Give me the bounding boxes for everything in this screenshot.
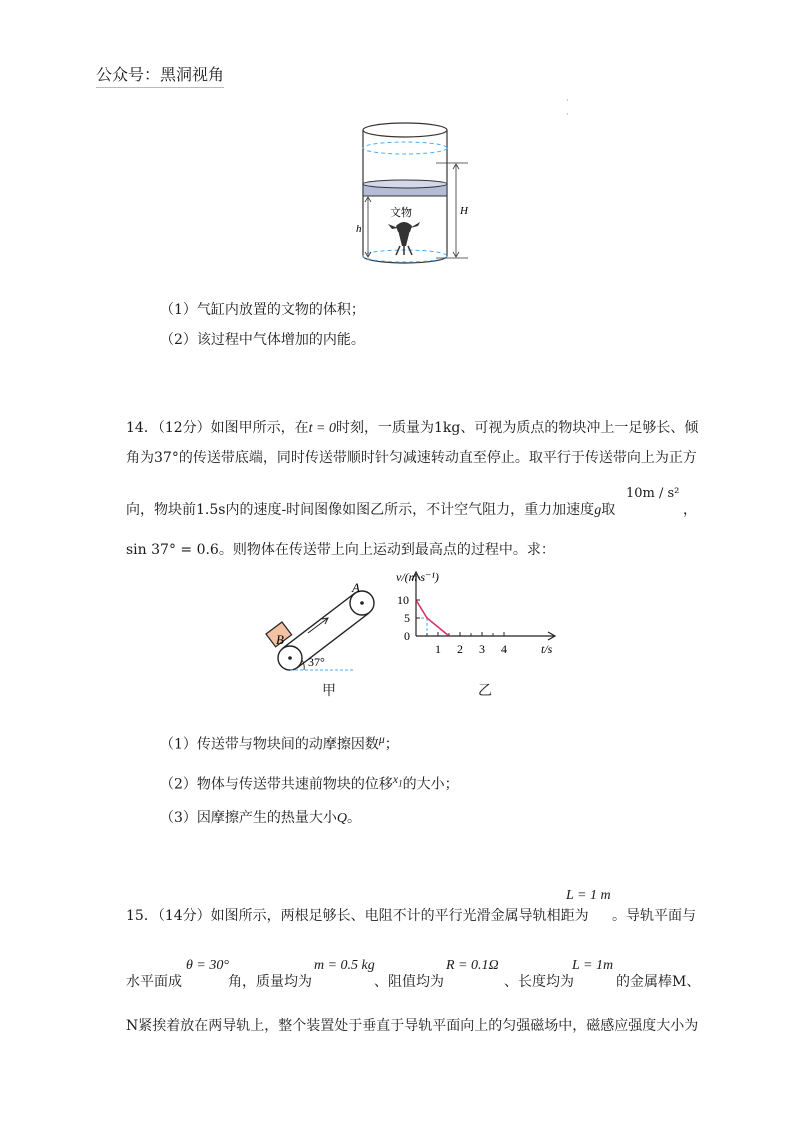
q15-line2-a: 水平面成 xyxy=(126,974,182,990)
q14-line3-text-b: 取 xyxy=(601,502,616,518)
caption-jia: 甲 xyxy=(322,683,336,699)
series-point-1 xyxy=(426,617,428,619)
q14-x-sub: 1 xyxy=(398,778,403,789)
q14-line2-text-a: 角为 xyxy=(126,450,154,466)
q15-L: L = 1 m xyxy=(566,888,611,903)
label-A: A xyxy=(352,580,360,595)
q14-x: x xyxy=(392,773,399,786)
q14-comma: ， xyxy=(683,502,697,518)
chart-ticks xyxy=(397,593,507,656)
q15-line2-e: 的金属棒M、 xyxy=(616,974,701,990)
belt-top xyxy=(283,593,355,648)
q14-x1 xyxy=(392,773,403,789)
q14-line3 xyxy=(126,500,615,521)
q14-angle: 37° xyxy=(154,450,179,466)
artifact-shape xyxy=(388,222,420,255)
artifact-label: 文物 xyxy=(390,207,412,219)
q15-line2-b: 角，质量均为 xyxy=(228,974,312,990)
q14-mu: μ xyxy=(378,733,385,746)
stray-dot: · xyxy=(566,110,569,119)
q15-theta: θ = 30° xyxy=(186,958,229,973)
velocity-arrow xyxy=(308,618,328,633)
chart-guides xyxy=(416,618,427,636)
caption-yi: 乙 xyxy=(478,683,492,699)
q15-line1: 15．（14分）如图所示，两根足够长、电阻不计的平行光滑金属导轨相距为 xyxy=(126,908,589,924)
q14-t0: t = 0 xyxy=(308,421,336,436)
q14-Q: Q xyxy=(336,811,348,826)
q15-line2-c: 、阻值均为 xyxy=(374,974,444,990)
x-tick-label-1: 1 xyxy=(435,642,441,656)
q13-sub1: （1）气缸内放置的文物的体积； xyxy=(160,302,365,318)
q14-line1-text-a: 14．（12分）如图甲所示，在 xyxy=(126,420,309,436)
x-tick-label-4: 4 xyxy=(501,642,507,656)
x-tick-label-3: 3 xyxy=(479,642,485,656)
angle-label: 37° xyxy=(308,655,325,669)
q14-sub1 xyxy=(160,730,399,755)
q15-line1-end: 。导轨平面与 xyxy=(612,908,696,924)
cylinder-top-rim xyxy=(363,123,447,137)
q14-sub1-text: （1）传送带与物块间的动摩擦因数 xyxy=(160,736,379,753)
header-watermark: 公众号：黑洞视角 xyxy=(96,62,224,88)
q14-sub2-text: （2）物体与传送带共速前物块的位移 xyxy=(160,776,393,793)
piston-top xyxy=(363,180,447,188)
q15-R: R = 0.1Ω xyxy=(446,958,499,973)
vt-chart xyxy=(364,566,574,662)
chart-xlabel: t/s xyxy=(541,642,553,656)
q14-line2-text-b: 的传送带底端，同时传送带顺时针匀减速转动直至停止。取平行于传送带向上为正方 xyxy=(178,450,697,466)
q14-line3-text-a: 向，物块前1.5s内的速度-时间图像如图乙所示，不计空气阻力，重力加速度 xyxy=(126,502,595,518)
label-B: B xyxy=(276,632,284,647)
q14-sub3-end: 。 xyxy=(347,810,362,826)
q14-sub3-text: （3）因摩擦产生的热量大小 xyxy=(160,810,337,826)
q14-sub3 xyxy=(160,808,361,829)
y-tick-label-5: 5 xyxy=(404,611,410,625)
q13-sub2: （2）该过程中气体增加的内能。 xyxy=(160,332,365,348)
q14-sin: sin 37° = 0.6 xyxy=(126,542,219,558)
q14-sub1-end: ； xyxy=(384,736,399,753)
q14-g: g xyxy=(594,503,602,518)
stray-dot: · xyxy=(566,96,569,105)
q14-line4-text-b: 。则物体在传送带上向上运动到最高点的过程中。求： xyxy=(218,542,555,558)
y-tick-label-10: 10 xyxy=(397,593,409,607)
x-tick-label-2: 2 xyxy=(457,642,463,656)
y-tick-label-0: 0 xyxy=(404,629,410,643)
q15-line2-d: 、长度均为 xyxy=(504,974,574,990)
q15-m: m = 0.5 kg xyxy=(314,958,375,973)
q15-line3: N紧挨着放在两导轨上，整个装置处于垂直于导轨平面向上的匀强磁场中，磁感应强度大小为 xyxy=(126,1018,699,1034)
chart-series xyxy=(415,599,450,637)
q14-line1-text-b: 时刻，一质量为1kg、可视为质点的物块冲上一足够长、倾 xyxy=(335,420,699,436)
initial-piston-dashed xyxy=(363,142,447,154)
q14-line1 xyxy=(126,418,698,439)
cylinder-figure xyxy=(340,118,490,268)
q15-L2: L = 1m xyxy=(572,958,614,973)
base-dashed xyxy=(363,250,447,262)
series-line-0 xyxy=(416,600,449,636)
q14-sub2-end: 的大小； xyxy=(402,776,459,793)
q14-line2 xyxy=(126,448,697,468)
h-label: h xyxy=(356,223,362,235)
q14-line4 xyxy=(126,540,555,560)
q14-g-value: 10m / s² xyxy=(626,486,680,501)
H-label: H xyxy=(460,205,468,217)
q14-sub2 xyxy=(160,770,459,795)
chart-ylabel: v/(m·s⁻¹) xyxy=(396,570,439,584)
